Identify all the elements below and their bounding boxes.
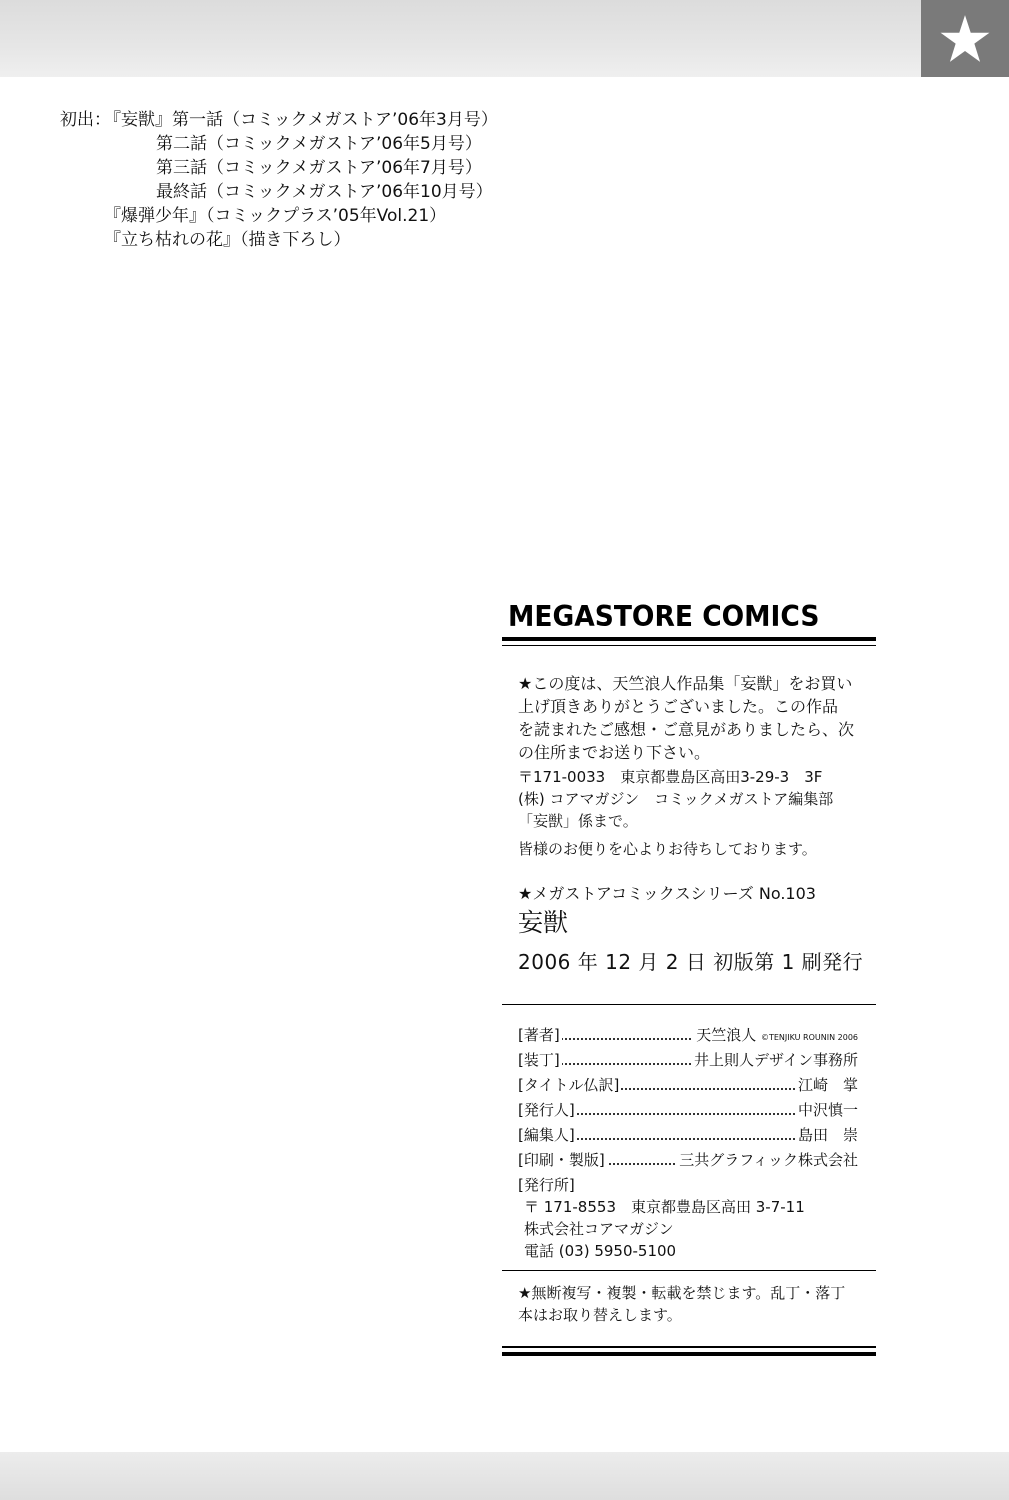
credit-label: [発行人] (518, 1101, 575, 1119)
credit-value: 江崎 掌 (795, 1074, 858, 1095)
credit-value: 島田 崇 (795, 1124, 858, 1145)
initial-publication-row: 第三話（コミックメガストア’06年7月号） (156, 158, 482, 178)
initial-publication-row: 『妄獣』第一話（コミックメガストア’06年3月号） (104, 110, 498, 130)
credit-row-title-translation (518, 1074, 858, 1094)
credit-label: [装丁] (518, 1051, 560, 1069)
top-gray-band (0, 0, 1009, 77)
series-number: ★メガストアコミックスシリーズ No.103 (518, 884, 816, 903)
publication-date: 2006 年 12 月 2 日 初版第 1 刷発行 (518, 950, 864, 974)
brand-underline (502, 637, 876, 641)
book-title: 妄獣 (518, 908, 569, 937)
notice-top-rule (502, 1270, 876, 1271)
initial-publication-label: 初出： (60, 110, 111, 130)
corner-star-tab (921, 0, 1009, 77)
credit-label: [編集人] (518, 1126, 575, 1144)
notice-line: ★無断複写・複製・転載を禁じます。乱丁・落丁 (518, 1284, 846, 1302)
credit-label: [タイトル仏訳] (518, 1076, 620, 1094)
address-line: 〒171-0033 東京都豊島区高田3-29-3 3F (518, 768, 823, 786)
author-name: 天竺浪人 (696, 1026, 757, 1044)
credit-value (693, 1024, 858, 1045)
initial-publication-row: 『爆弾少年』（コミックプラス’05年Vol.21） (104, 206, 447, 226)
credit-row-design (518, 1049, 858, 1069)
address-line: (株) コアマガジン コミックメガストア編集部 (518, 790, 834, 808)
copyright-note: ©TENJIKU ROUNIN 2006 (760, 1033, 858, 1042)
credit-label: [著者] (518, 1026, 560, 1044)
credit-row-editor (518, 1124, 858, 1144)
brand-logo-text: MEGASTORE COMICS (508, 600, 820, 633)
bottom-gray-band (0, 1452, 1009, 1500)
message-line: ★この度は、天竺浪人作品集「妄獣」をお買い (518, 674, 853, 693)
credit-label: [印刷・製版] (518, 1151, 605, 1169)
closing-line: 皆様のお便りを心よりお待ちしております。 (518, 840, 817, 858)
credit-value: 中沢慎一 (795, 1099, 858, 1120)
message-line: 上げ頂きありがとうございました。この作品 (518, 697, 839, 716)
credit-row-author (518, 1024, 858, 1044)
bottom-rule-lower (502, 1352, 876, 1356)
address-line: 「妄獣」係まで。 (518, 812, 638, 830)
initial-publication-row: 『立ち枯れの花』（描き下ろし） (104, 230, 351, 250)
publisher-line: 電話 (03) 5950-5100 (524, 1242, 677, 1260)
credits-top-rule (502, 1004, 876, 1005)
initial-publication-row: 最終話（コミックメガストア’06年10月号） (156, 182, 493, 202)
publisher-line: 株式会社コアマガジン (524, 1220, 674, 1238)
initial-publication-row: 第二話（コミックメガストア’06年5月号） (156, 134, 482, 154)
credit-value: 三共グラフィック株式会社 (676, 1149, 858, 1170)
publisher-line: 〒 171-8553 東京都豊島区高田 3-7-11 (524, 1198, 805, 1216)
credit-row-publisher-person (518, 1099, 858, 1119)
brand-underline-thin (502, 645, 876, 646)
credit-value: 井上則人デザイン事務所 (691, 1049, 858, 1070)
credit-row-printing (518, 1149, 858, 1169)
star-icon (939, 13, 991, 65)
publisher-label: [発行所] (518, 1176, 575, 1194)
bottom-rule-upper (502, 1346, 876, 1348)
notice-line: 本はお取り替えします。 (518, 1306, 682, 1324)
message-line: の住所までお送り下さい。 (518, 743, 711, 762)
message-line: を読まれたご感想・ご意見がありましたら、次 (518, 720, 855, 739)
